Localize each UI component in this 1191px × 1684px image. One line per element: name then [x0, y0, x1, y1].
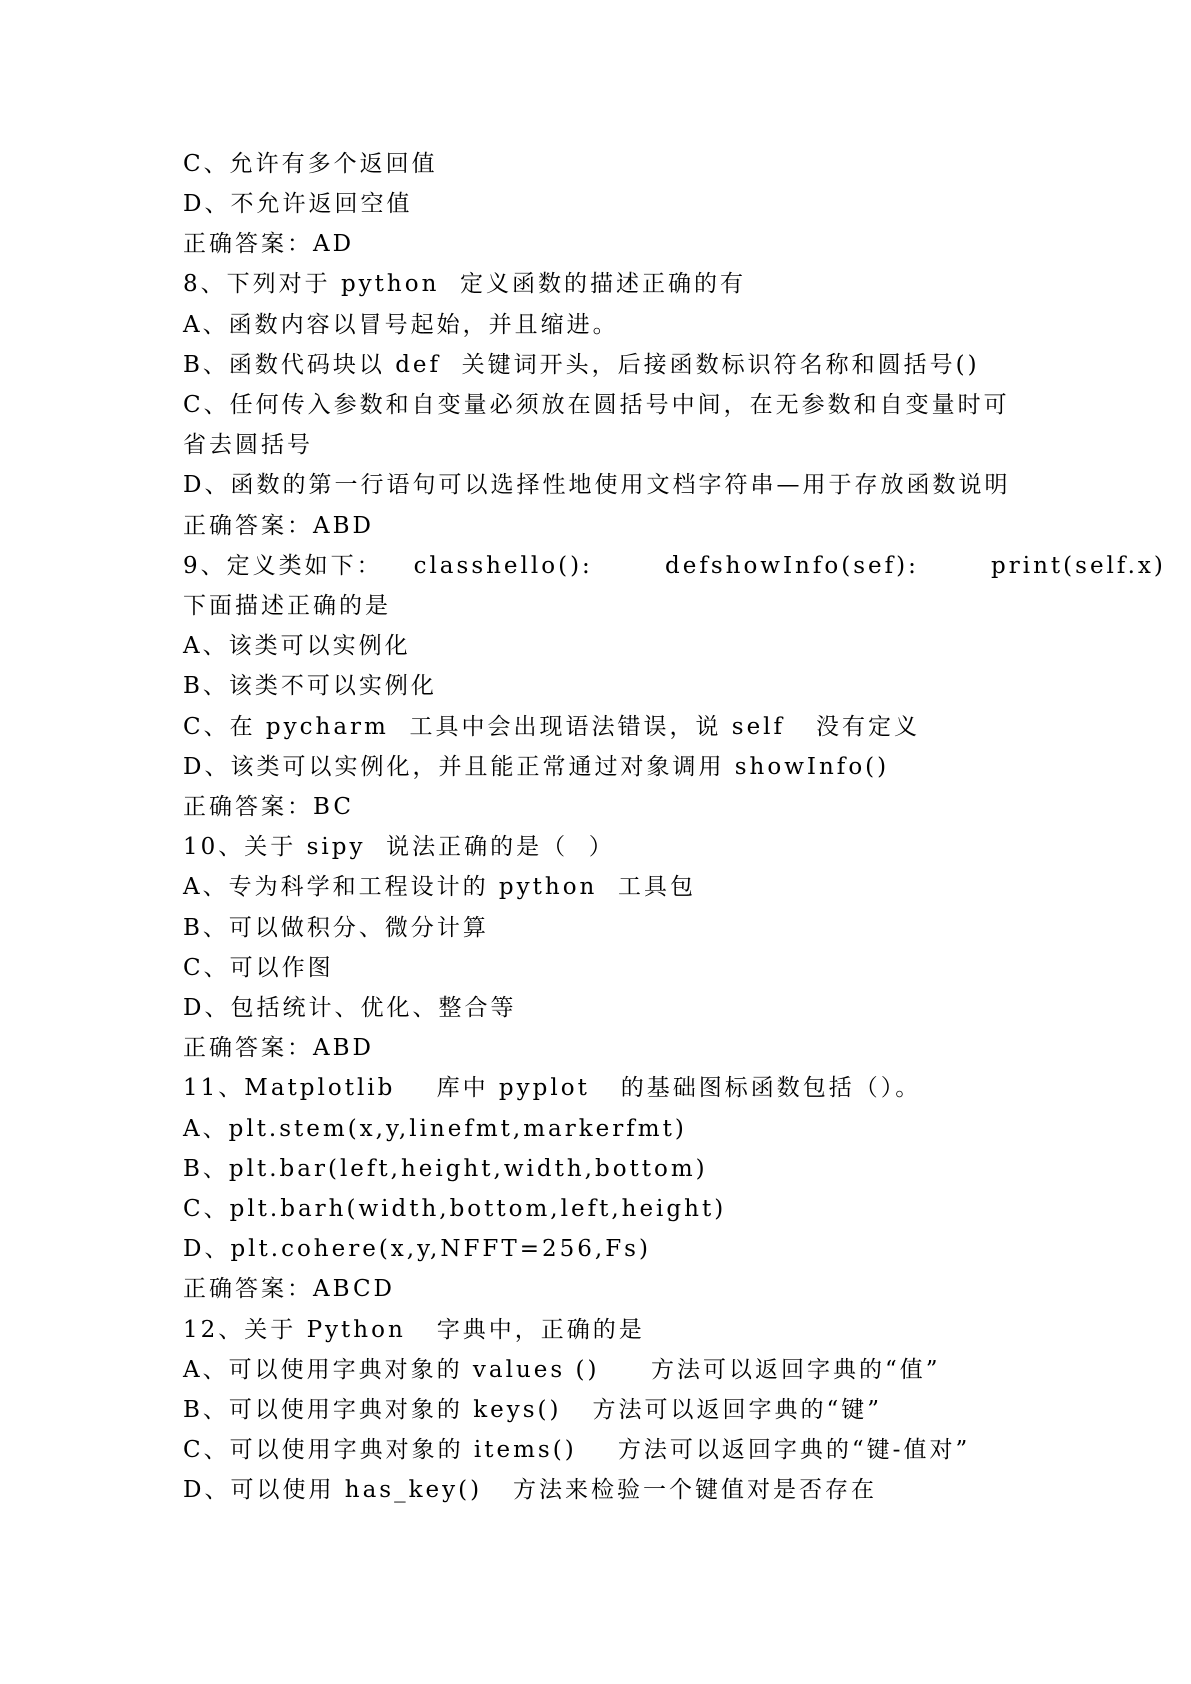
- question-line: 11、Matplotlib 库中 pyplot 的基础图标函数包括（）。: [183, 1075, 922, 1101]
- option-line: A、plt.stem(x,y,linefmt,markerfmt): [183, 1116, 687, 1142]
- option-line: B、函数代码块以 def 关键词开头，后接函数标识符名称和圆括号(): [183, 352, 980, 378]
- option-line: B、该类不可以实例化: [183, 673, 437, 699]
- question-line: 9、定义类如下： classhello(): defshowInfo(sef): print(self.x): [183, 553, 1166, 579]
- option-line: B、可以使用字典对象的 keys() 方法可以返回字典的“键”: [183, 1397, 882, 1423]
- option-line: C、plt.barh(width,bottom,left,height): [183, 1196, 727, 1222]
- option-line: A、可以使用字典对象的 values () 方法可以返回字典的“值”: [183, 1357, 941, 1383]
- option-line: D、该类可以实例化，并且能正常通过对象调用 showInfo(): [183, 754, 890, 780]
- answer-line: 正确答案：AD: [183, 231, 355, 257]
- option-line: B、可以做积分、微分计算: [183, 915, 489, 941]
- answer-line: 正确答案：BC: [183, 794, 354, 820]
- option-line: A、函数内容以冒号起始，并且缩进。: [183, 312, 619, 338]
- option-line: D、包括统计、优化、整合等: [183, 995, 517, 1021]
- option-line: C、可以使用字典对象的 items() 方法可以返回字典的“键-值对”: [183, 1437, 971, 1463]
- question-line: 10、关于 sipy 说法正确的是（ ）: [183, 834, 615, 860]
- option-line: D、plt.cohere(x,y,NFFT=256,Fs): [183, 1236, 651, 1262]
- option-line: D、可以使用 has_key() 方法来检验一个键值对是否存在: [183, 1477, 878, 1503]
- question-line-continued: 下面描述正确的是: [183, 593, 391, 619]
- question-line: 8、下列对于 python 定义函数的描述正确的有: [183, 271, 746, 297]
- option-line: C、允许有多个返回值: [183, 151, 438, 177]
- answer-line: 正确答案：ABCD: [183, 1276, 395, 1302]
- option-line: C、在 pycharm 工具中会出现语法错误，说 self 没有定义: [183, 714, 920, 740]
- answer-line: 正确答案：ABD: [183, 513, 374, 539]
- option-line: C、任何传入参数和自变量必须放在圆括号中间，在无参数和自变量时可: [183, 392, 1010, 418]
- option-line: C、可以作图: [183, 955, 334, 981]
- question-line: 12、关于 Python 字典中，正确的是: [183, 1317, 645, 1343]
- option-line: D、函数的第一行语句可以选择性地使用文档字符串—用于存放函数说明: [183, 472, 1011, 498]
- option-line: A、该类可以实例化: [183, 633, 411, 659]
- option-line: D、不允许返回空值: [183, 191, 413, 217]
- option-line: B、plt.bar(left,height,width,bottom): [183, 1156, 708, 1182]
- option-line-continued: 省去圆括号: [183, 432, 313, 458]
- option-line: A、专为科学和工程设计的 python 工具包: [183, 874, 696, 900]
- answer-line: 正确答案：ABD: [183, 1035, 374, 1061]
